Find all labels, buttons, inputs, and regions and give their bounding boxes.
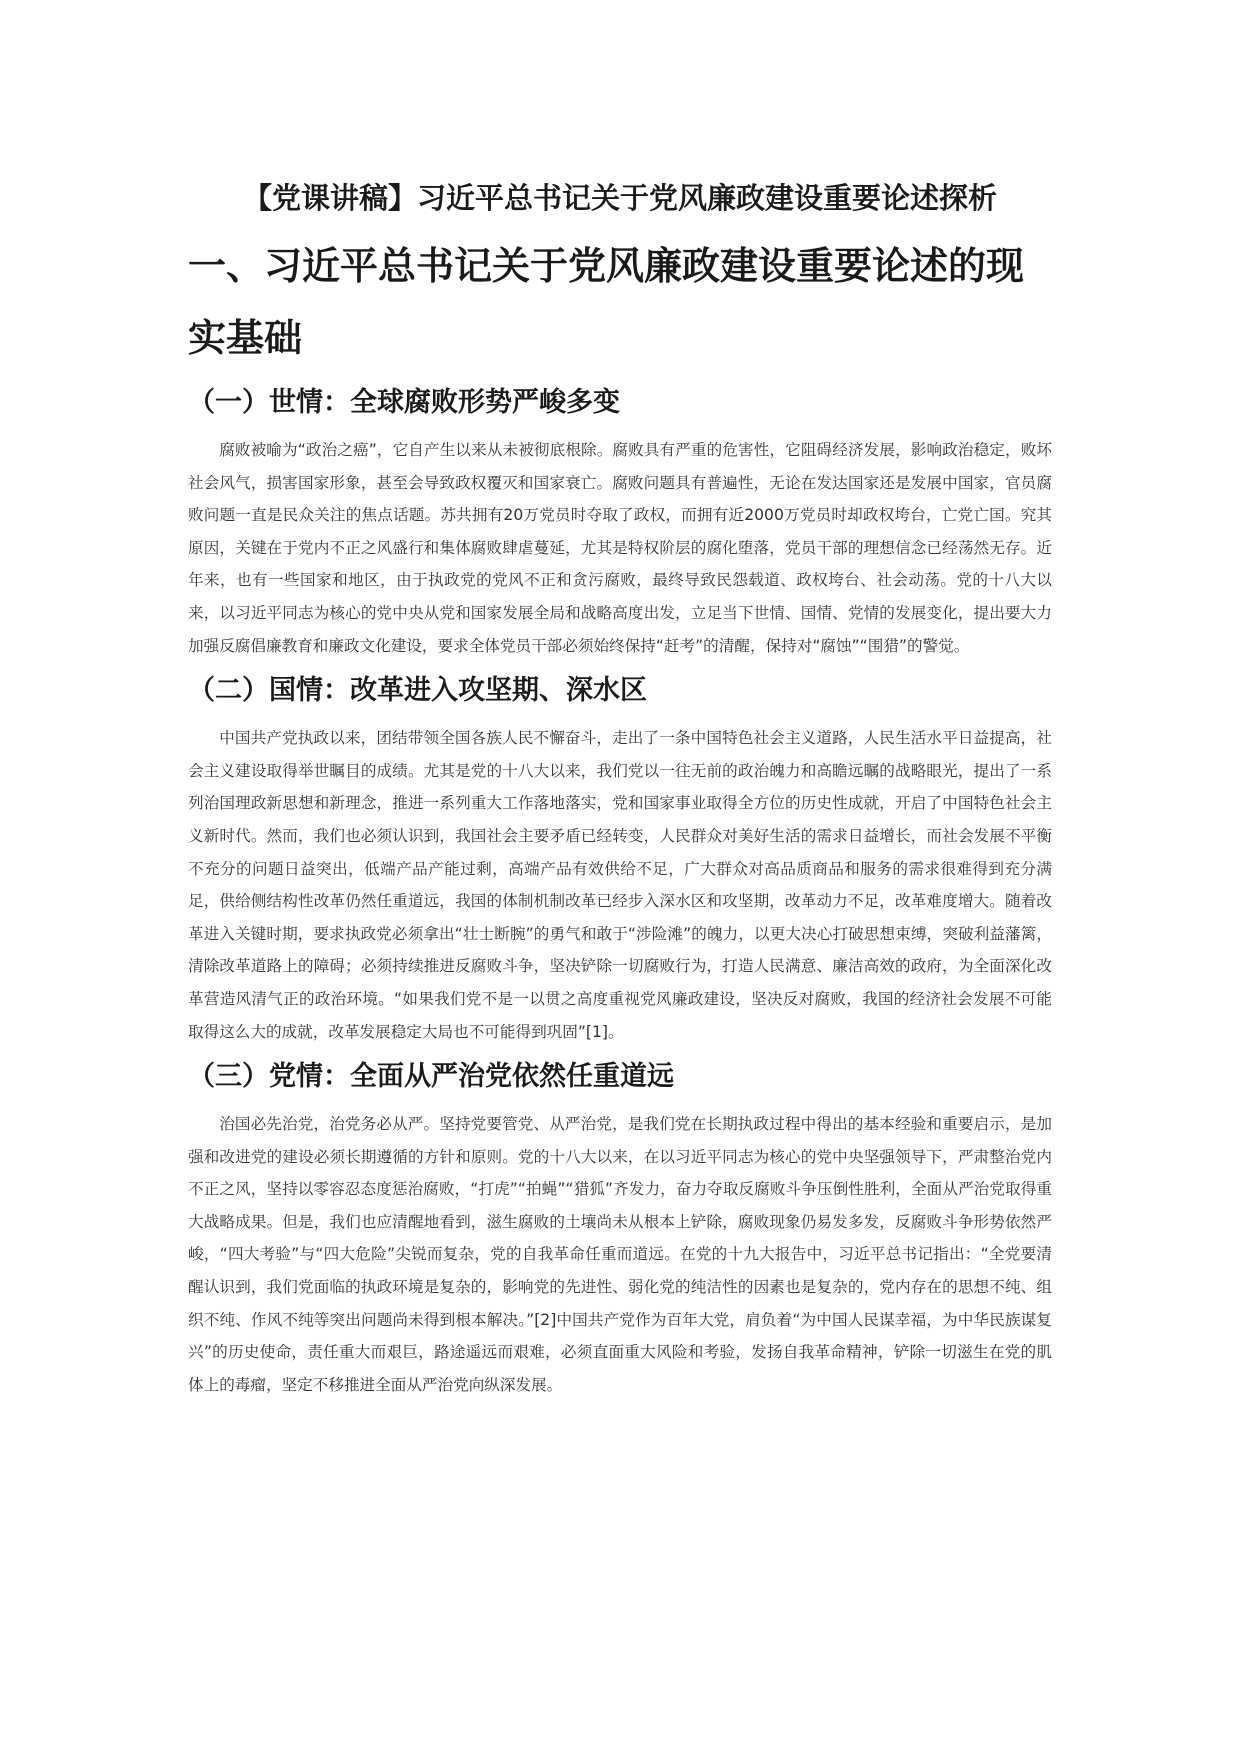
paragraph-3: 治国必先治党，治党务必从严。坚持党要管党、从严治党，是我们党在长期执政过程中得出的基本经验和重要启示，是加强和改进党的建设必须长期遵循的方针和原则。党的十八大以来，在以习近平同志为核心的党中央坚强领导下，严肃整治党内不正之风，坚持以零容忍态度惩治腐败，“打虎”“拍蝇”“猎狐”齐发力，奋力夺取反腐败斗争压倒性胜利，全面从严治党取得重大战略成果。但是，我们也应清醒地看到，滋生腐败的土壤尚未从根本上铲除，腐败现象仍易发多发，反腐败斗争形势依然严峻，“四大考验”与“四大危险”尖锐而复杂，党的自我革命任重而道远。在党的十九大报告中，习近平总书记指出：“全党要清醒认识到，我们党面临的执政环境是复杂的，影响党的先进性、弱化党的纯洁性的因素也是复杂的，党内存在的思想不纯、组织不纯、作风不纯等突出问题尚未得到根本解决。”[2]中国共产党作为百年大党，肩负着“为中国人民谋幸福，为中华民族谋复兴”的历史使命，责任重大而艰巨，路途遥远而艰难，必须直面重大风险和考验，发扬自我革命精神，铲除一切滋生在党的肌体上的毒瘤，坚定不移推进全面从严治党向纵深发展。 <box>188 1115 1052 1394</box>
subsection-heading-1: （一）世情：全球腐败形势严峻多变 <box>188 387 620 418</box>
document-page <box>188 172 1052 1405</box>
paragraph-2: 中国共产党执政以来，团结带领全国各族人民不懈奋斗，走出了一条中国特色社会主义道路，人民生活水平日益提高，社会主义建设取得举世瞩目的成绩。尤其是党的十八大以来，我们党以一往无前的政治魄力和高瞻远瞩的战略眼光，提出了一系列治国理政新思想和新理念，推进一系列重大工作落地落实，党和国家事业取得全方位的历史性成就，开启了中国特色社会主义新时代。然而，我们也必须认识到，我国社会主要矛盾已经转变，人民群众对美好生活的需求日益增长，而社会发展不平衡不充分的问题日益突出，低端产品产能过剩，高端产品有效供给不足，广大群众对高品质商品和服务的需求很难得到充分满足，供给侧结构性改革仍然任重道远，我国的体制机制改革已经步入深水区和攻坚期，改革动力不足，改革难度增大。随着改革进入关键时期，要求执政党必须拿出“壮士断腕”的勇气和敢于“涉险滩”的魄力，以更大决心打破思想束缚，突破利益藩篱，清除改革道路上的障碍；必须持续推进反腐败斗争，坚决铲除一切腐败行为，打造人民满意、廉洁高效的政府，为全面深化改革营造风清气正的政治环境。“如果我们党不是一以贯之高度重视党风廉政建设，坚决反对腐败，我国的经济社会发展不可能取得这么大的成就，改革发展稳定大局也不可能得到巩固”[1]。 <box>188 729 1052 1041</box>
document-title: 【党课讲稿】习近平总书记关于党风廉政建设重要论述探析 <box>242 181 997 215</box>
subsection-heading-3: （三）党情：全面从严治党依然任重道远 <box>188 1061 674 1093</box>
section-heading: 一、习近平总书记关于党风廉政建设重要论述的现实基础 <box>188 243 1025 360</box>
paragraph-1: 腐败被喻为“政治之癌”，它自产生以来从未被彻底根除。腐败具有严重的危害性，它阻碍经济发展，影响政治稳定，败坏社会风气，损害国家形象，甚至会导致政权覆灭和国家衰亡。腐败问题具有普遍性，无论在发达国家还是发展中国家，官员腐败问题一直是民众关注的焦点话题。苏共拥有20万党员时夺取了政权，而拥有近2000万党员时却政权垮台，亡党亡国。究其原因，关键在于党内不正之风盛行和集体腐败肆虐蔓延，尤其是特权阶层的腐化堕落，党员干部的理想信念已经荡然无存。近年来，也有一些国家和地区，由于执政党的党风不正和贪污腐败，最终导致民怨载道、政权垮台、社会动荡。党的十八大以来，以习近平同志为核心的党中央从党和国家发展全局和战略高度出发，立足当下世情、国情、党情的发展变化，提出要大力加强反腐倡廉教育和廉政文化建设，要求全体党员干部必须始终保持“赶考”的清醒，保持对“腐蚀”“围猎”的警觉。 <box>188 441 1052 655</box>
subsection-heading-2: （二）国情：改革进入攻坚期、深水区 <box>188 675 647 707</box>
